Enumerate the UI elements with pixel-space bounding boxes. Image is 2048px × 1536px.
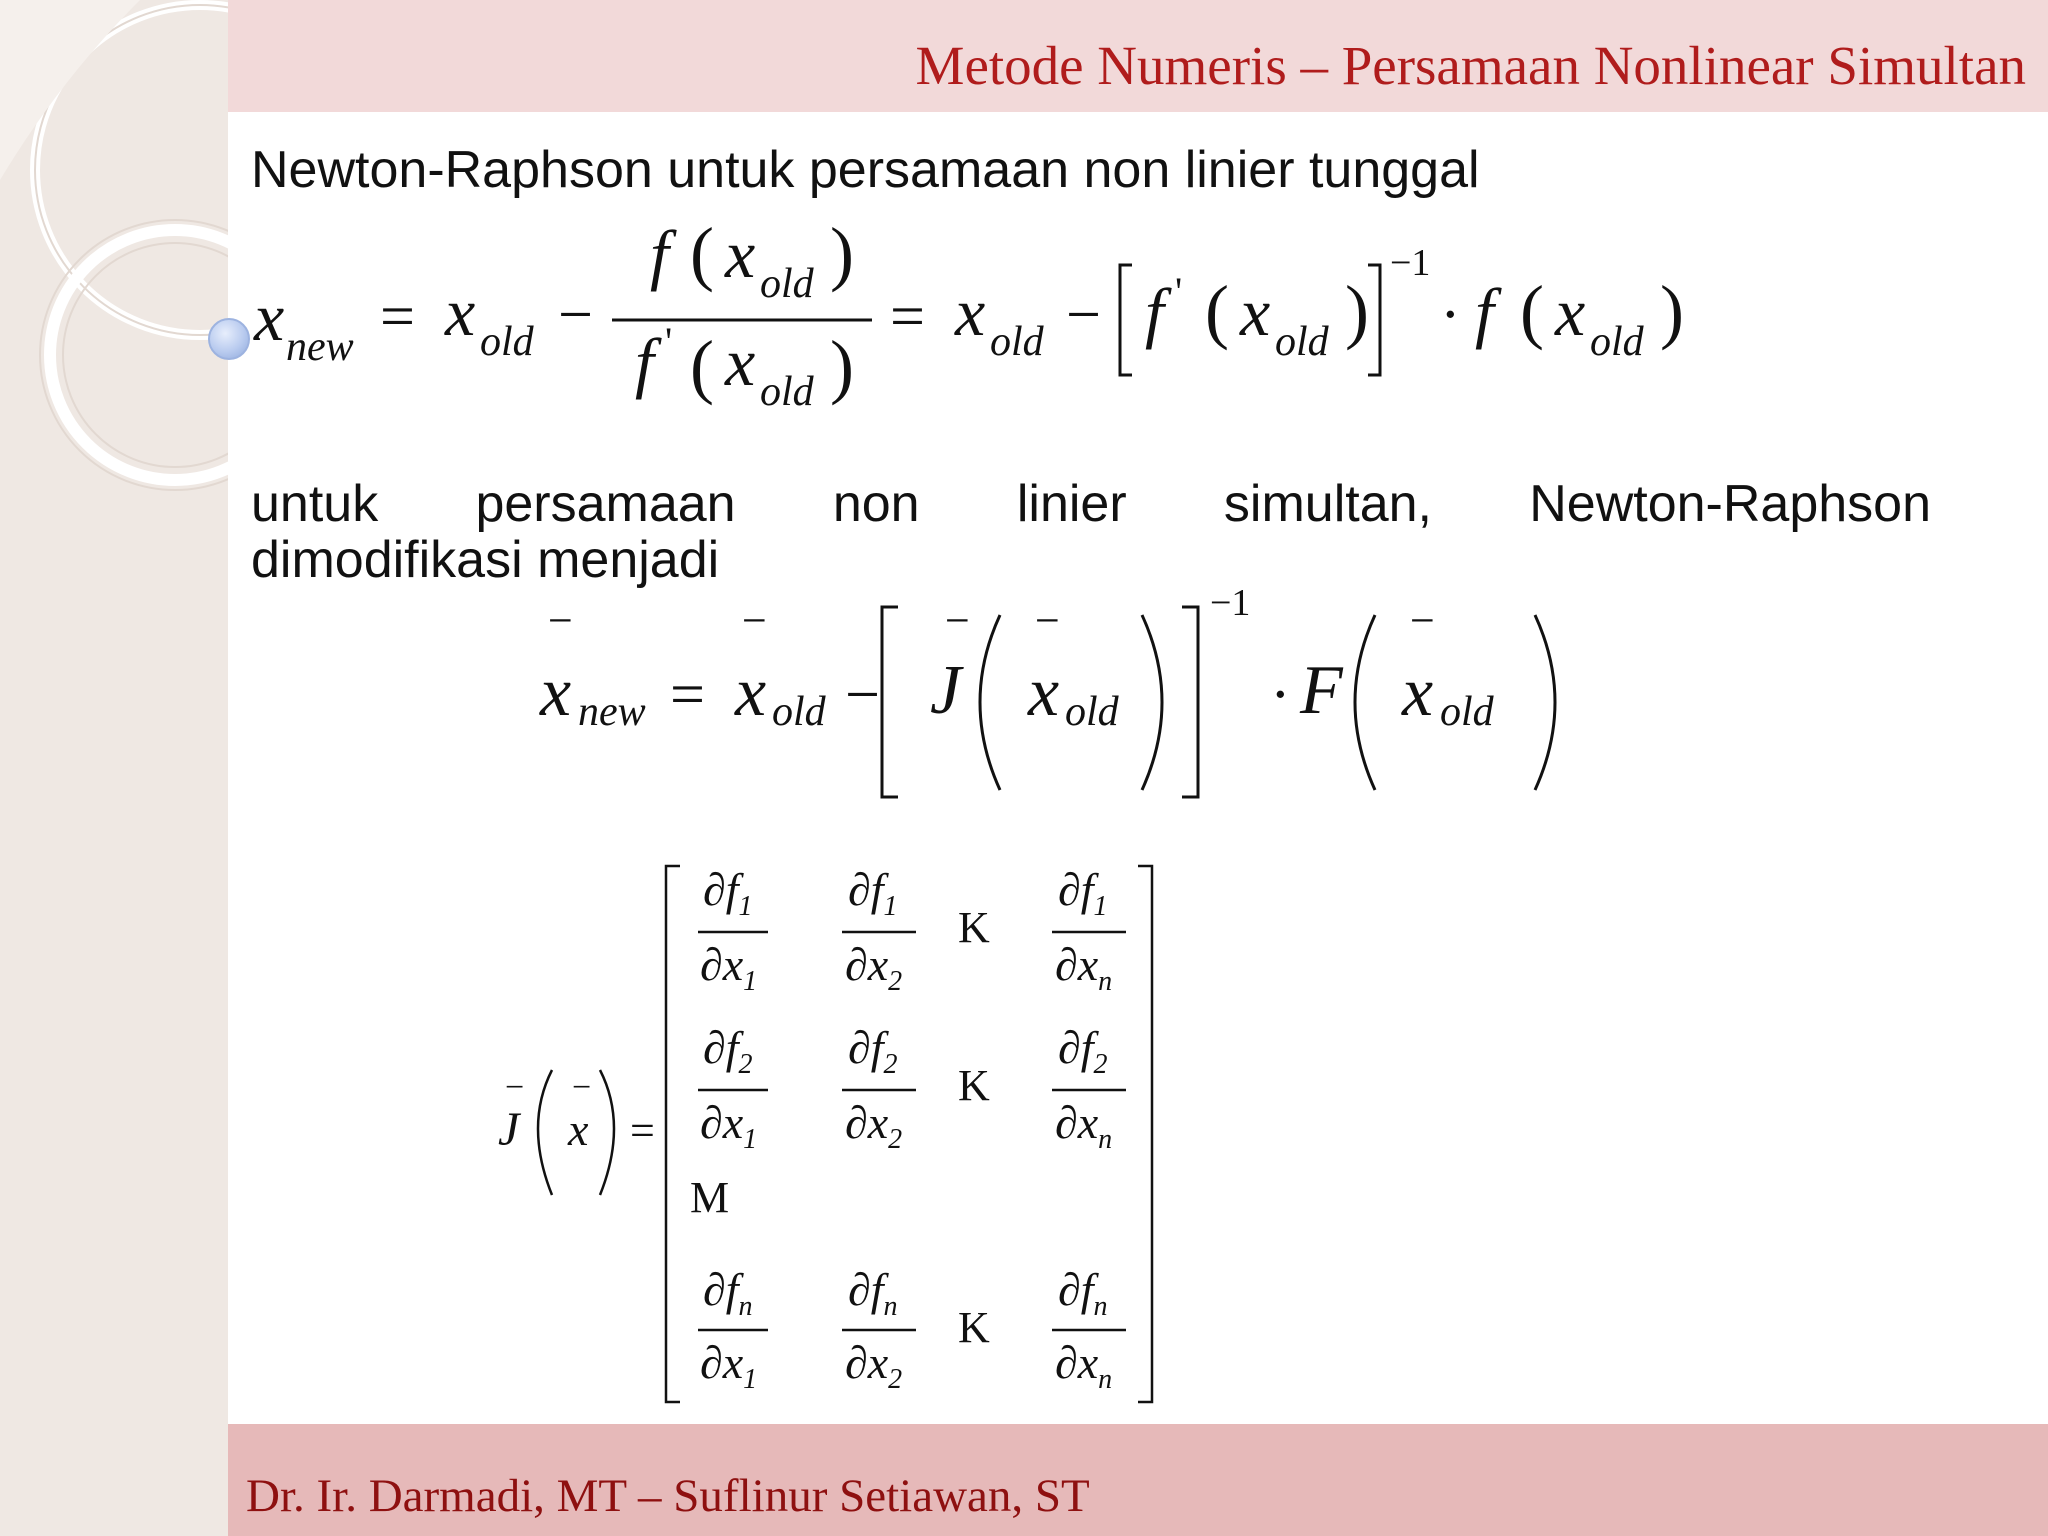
- svg-text:∂f2: $\partial f_2$: [1058, 1022, 1108, 1080]
- formula-newton-raphson-single: [240, 205, 1820, 445]
- word-4: linier: [1016, 475, 1127, 533]
- word-2: persamaan: [475, 475, 736, 533]
- f2-power: −1: [1210, 585, 1251, 624]
- f1-rbracket: [1368, 265, 1380, 375]
- f1-br-rp: ): [1345, 271, 1369, 351]
- jac-cell-2-1: [698, 1022, 768, 1155]
- jac-cell-n-2: [842, 1264, 916, 1395]
- f1-end-x: x: [1555, 274, 1586, 350]
- f2-x-F: x: [1402, 654, 1434, 731]
- f1-den-old: old: [760, 369, 814, 415]
- f1-end-lp: (: [1520, 271, 1544, 351]
- paragraph-line-2: dimodifikasi menjadi: [251, 531, 720, 589]
- jac-J: J: [498, 1103, 520, 1156]
- svg-text:∂x1: $\partial x_1$: [700, 1337, 758, 1395]
- paragraph-line-1: [251, 474, 1931, 534]
- jac-ellipsis-2: K: [958, 1061, 990, 1110]
- f2-J: J: [930, 652, 962, 729]
- f1-den-f: f: [635, 324, 654, 400]
- jac-rbracket: [1138, 866, 1152, 1402]
- f2-rparen-F: [1535, 615, 1555, 790]
- jac-cell-1-1: [698, 864, 768, 997]
- f2-sub-new: new: [578, 689, 646, 735]
- f1-sub-old2: old: [990, 319, 1044, 365]
- f1-dot: ·: [1440, 281, 1461, 349]
- jac-cell-n-1: [698, 1264, 768, 1395]
- jac-ellipsis-n: K: [958, 1303, 990, 1352]
- jac-x: x: [568, 1104, 589, 1155]
- f2-sub-old-J: old: [1065, 689, 1119, 735]
- svg-text:∂xn: $\partial x_n$: [1055, 939, 1113, 997]
- f1-den-x: x: [725, 324, 756, 400]
- word-6: Newton-Raphson: [1529, 475, 1931, 533]
- jac-ellipsis-vertical: M: [690, 1173, 730, 1222]
- slide-footer: [228, 1424, 2048, 1536]
- svg-text:∂f1: $\partial f_1$: [1058, 864, 1108, 922]
- decorative-circles: [0, 0, 228, 1536]
- f1-sub-new: new: [286, 324, 354, 370]
- f2-bar-x-F: −: [1410, 596, 1435, 645]
- word-5: simultan,: [1223, 475, 1432, 533]
- f1-lbracket: [1120, 265, 1132, 375]
- svg-text:∂x1: $\partial x_1$: [700, 939, 758, 997]
- svg-text:∂f1: $\partial f_1$: [848, 864, 898, 922]
- svg-text:∂xn: $\partial x_n$: [1055, 1097, 1113, 1155]
- f1-eq2: =: [890, 283, 925, 351]
- f2-dot: ·: [1270, 661, 1291, 729]
- f2-rbracket: [1182, 607, 1198, 797]
- jac-lbracket: [666, 866, 680, 1402]
- left-decoration: [0, 0, 228, 1536]
- f2-lbracket: [882, 607, 898, 797]
- f2-minus: −: [845, 661, 880, 729]
- svg-text:∂f1: $\partial f_1$: [703, 864, 753, 922]
- jac-cell-1-2: [842, 864, 916, 997]
- jac-cell-1-n: [1052, 864, 1126, 997]
- jac-cell-2-n: [1052, 1022, 1126, 1155]
- f1-br-prime: ': [1175, 269, 1183, 314]
- f2-eq: =: [670, 661, 705, 729]
- f1-num-rp: ): [830, 213, 854, 293]
- f1-minus1: −: [558, 281, 593, 349]
- svg-text:∂f2: $\partial f_2$: [703, 1022, 753, 1080]
- f2-F: F: [1300, 652, 1343, 729]
- f1-x-new: x: [254, 279, 285, 355]
- jac-bar-J: −: [505, 1069, 525, 1106]
- f1-br-old: old: [1275, 319, 1329, 365]
- slide-title: Metode Numeris – Persamaan Nonlinear Simultan: [915, 35, 2026, 96]
- f2-bar-x-old: −: [742, 596, 767, 645]
- f2-bar-x-new: −: [548, 596, 573, 645]
- f1-f-end: f: [1475, 274, 1494, 350]
- word-3: non: [832, 475, 920, 533]
- svg-text:∂fn: $\partial f_n$: [1058, 1264, 1108, 1322]
- f1-num-x: x: [725, 216, 756, 292]
- footer-authors: Dr. Ir. Darmadi, MT – Suflinur Setiawan, ST: [246, 1470, 1090, 1522]
- f1-eq1: =: [380, 283, 415, 351]
- f2-lparen-F: [1355, 615, 1375, 790]
- jac-ellipsis-1: K: [958, 903, 990, 952]
- f1-br-lp: (: [1205, 271, 1229, 351]
- f1-num-old: old: [760, 261, 814, 307]
- svg-text:∂x2: $\partial x_2$: [845, 1337, 903, 1395]
- f2-bar-x-J: −: [1035, 596, 1060, 645]
- jac-bar-x: −: [572, 1069, 592, 1106]
- f1-den-lp: (: [690, 326, 714, 406]
- f2-lparen-J: [980, 615, 1000, 790]
- f2-rparen-J: [1142, 615, 1162, 790]
- f2-sub-old: old: [772, 689, 826, 735]
- f1-x-old1: x: [445, 274, 476, 350]
- svg-text:∂x2: $\partial x_2$: [845, 939, 903, 997]
- f1-minus2: −: [1066, 281, 1101, 349]
- slide-header: [228, 0, 2048, 112]
- svg-text:∂fn: $\partial f_n$: [848, 1264, 898, 1322]
- jac-cell-2-2: [842, 1022, 916, 1155]
- f2-x-new: x: [540, 654, 572, 731]
- f2-x-J: x: [1028, 654, 1060, 731]
- f2-sub-old-F: old: [1440, 689, 1494, 735]
- svg-text:∂x1: $\partial x_1$: [700, 1097, 758, 1155]
- svg-text:∂x2: $\partial x_2$: [845, 1097, 903, 1155]
- f1-end-rp: ): [1660, 271, 1684, 351]
- f1-br-x: x: [1240, 274, 1271, 350]
- f2-bar-J: −: [945, 596, 970, 645]
- svg-text:∂f2: $\partial f_2$: [848, 1022, 898, 1080]
- heading-text: Newton-Raphson untuk persamaan non linier tunggal: [251, 141, 1480, 199]
- f1-num-lp: (: [690, 213, 714, 293]
- f1-end-old: old: [1590, 319, 1644, 365]
- formula-jacobian-matrix: [490, 860, 1170, 1410]
- f1-sub-old1: old: [480, 319, 534, 365]
- f2-x-old: x: [735, 654, 767, 731]
- f1-power: −1: [1390, 242, 1431, 284]
- jac-rparen: [600, 1070, 614, 1195]
- f1-br-f: f: [1145, 274, 1164, 350]
- word-1: untuk: [251, 475, 379, 533]
- svg-text:∂xn: $\partial x_n$: [1055, 1337, 1113, 1395]
- f1-x-old2: x: [955, 274, 986, 350]
- jac-cell-n-n: [1052, 1264, 1126, 1395]
- jac-lparen: [538, 1070, 552, 1195]
- f1-den-prime: ': [665, 319, 673, 364]
- formula-newton-raphson-simultaneous: [530, 585, 1590, 805]
- jac-eq: =: [630, 1106, 655, 1155]
- f1-den-rp: ): [830, 326, 854, 406]
- f1-num-f: f: [650, 216, 669, 292]
- svg-text:∂fn: $\partial f_n$: [703, 1264, 753, 1322]
